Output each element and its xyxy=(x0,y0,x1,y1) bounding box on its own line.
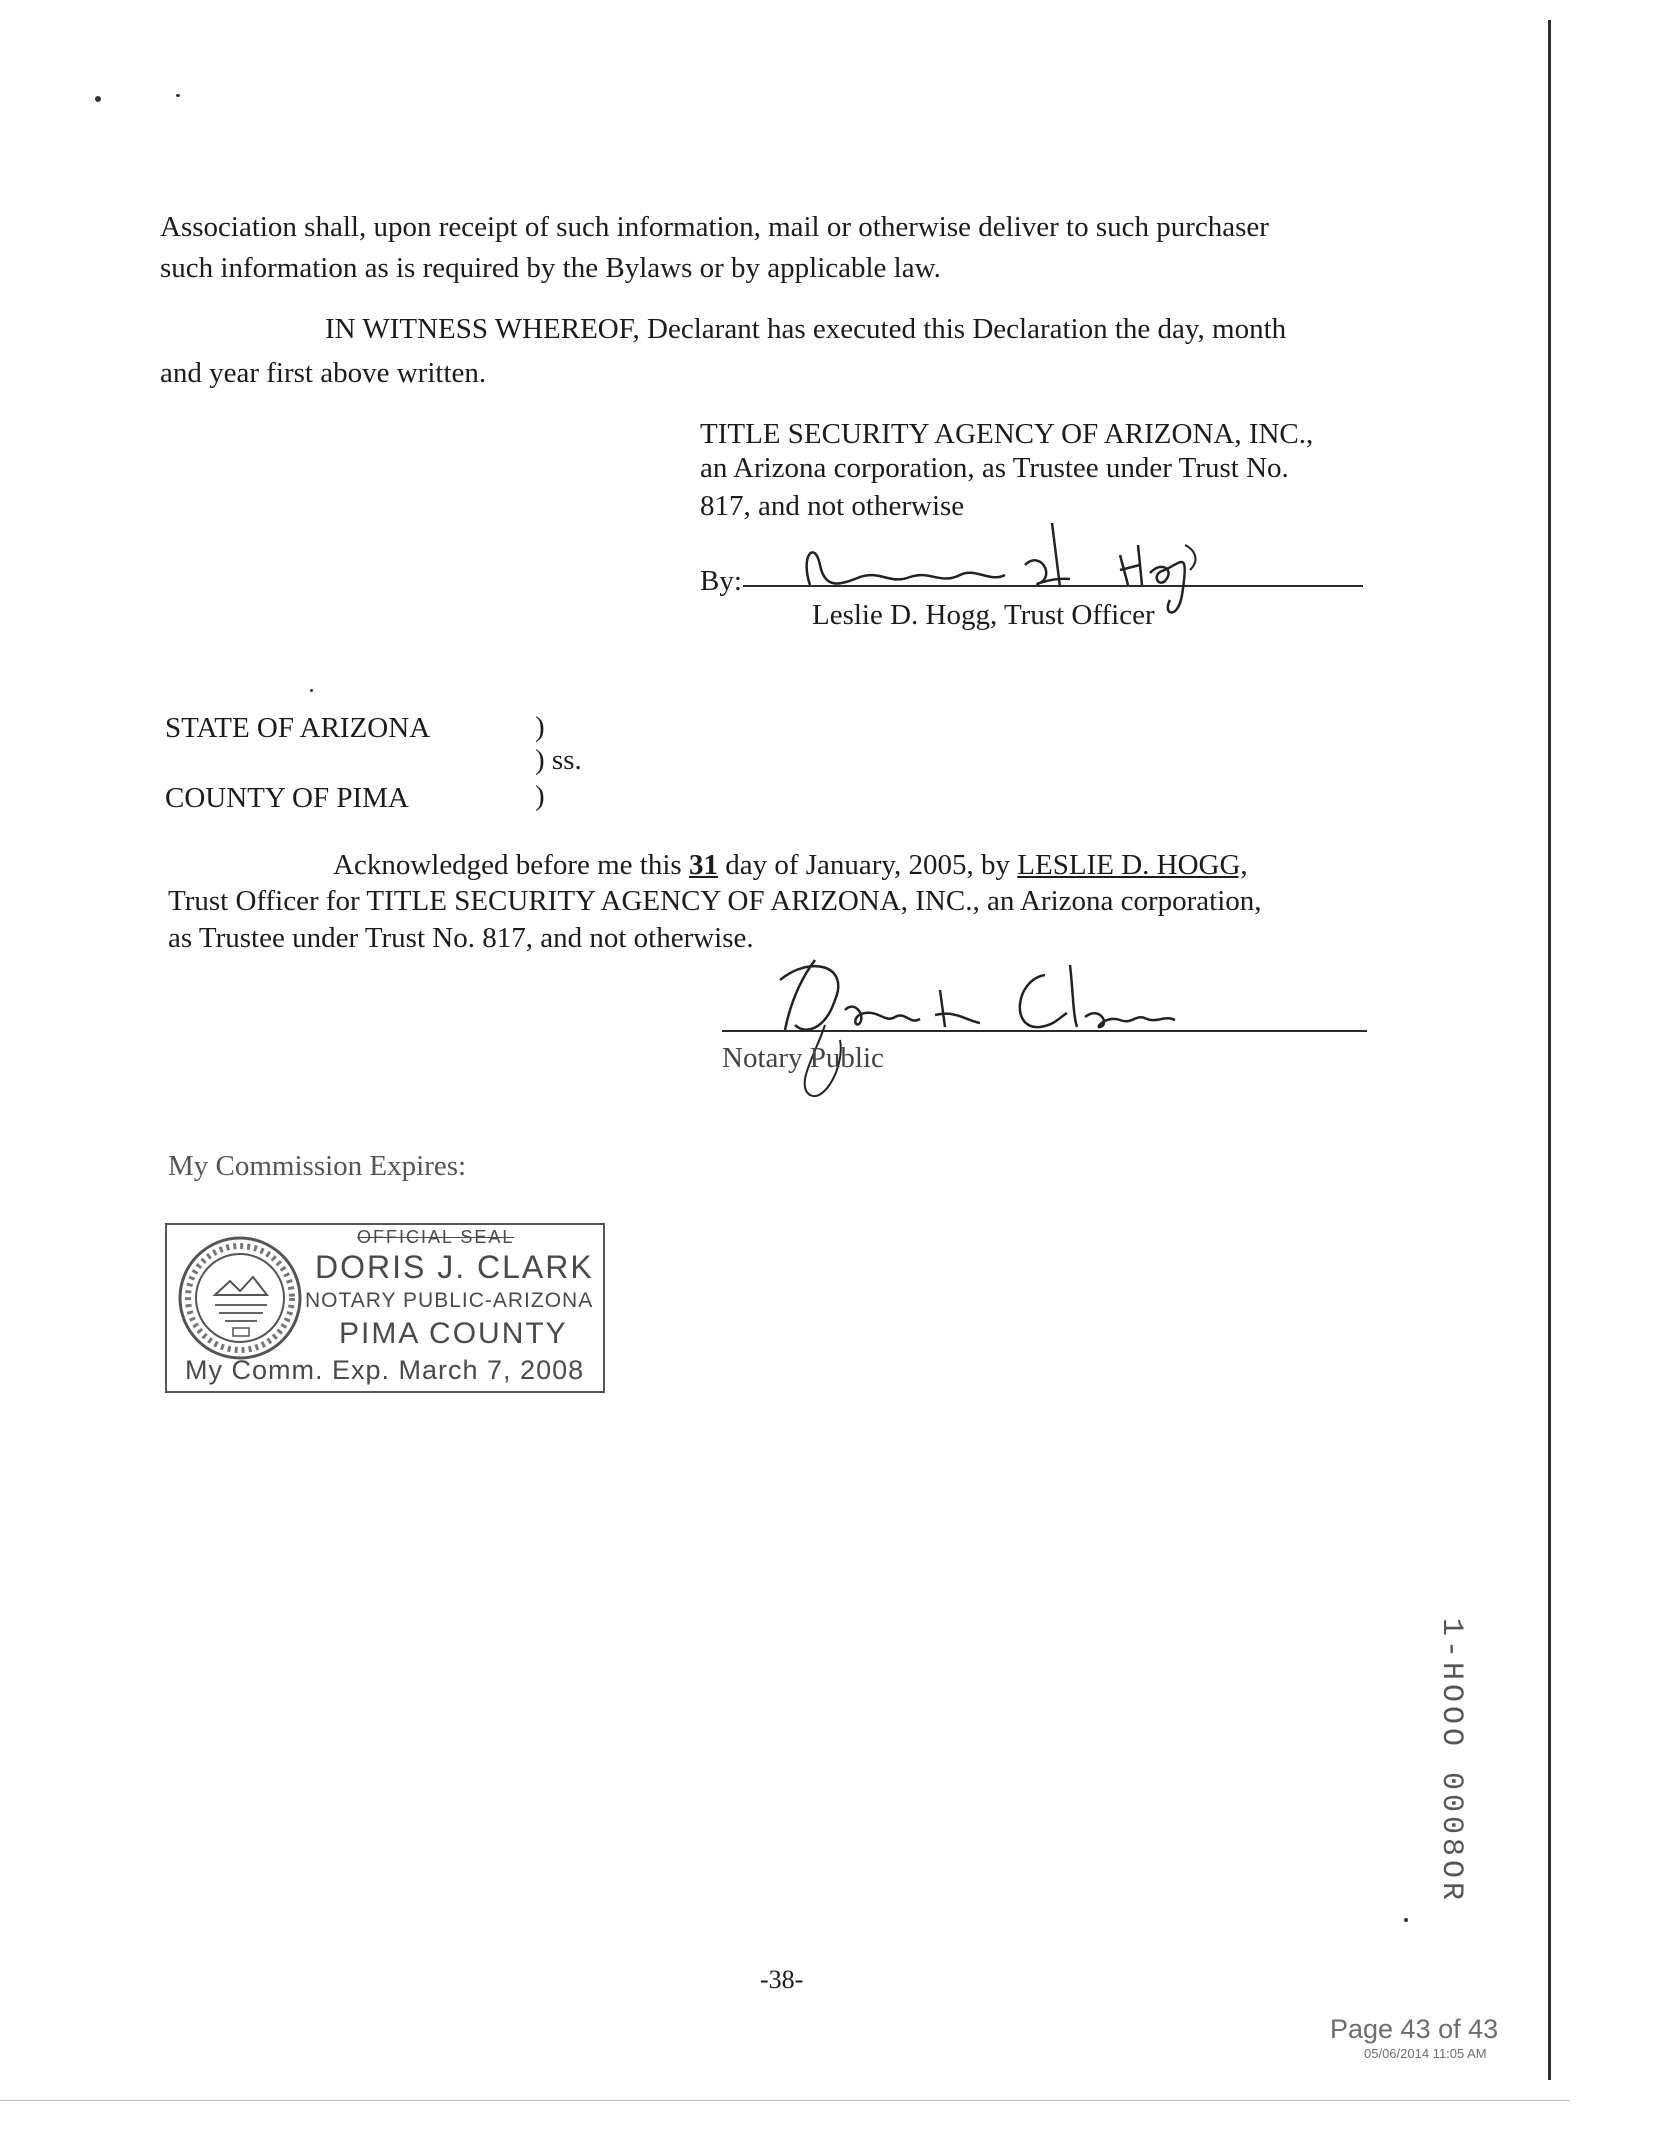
acknowledgment-line: Trust Officer for TITLE SECURITY AGENCY OF ARIZONA, INC., an Arizona corporation, xyxy=(168,885,1262,917)
venue-county: COUNTY OF PIMA xyxy=(165,782,409,814)
notary-seal-stamp xyxy=(165,1223,605,1393)
arizona-state-seal-icon xyxy=(175,1233,305,1363)
recording-number-stamp: 1-HOOO 0008OR xyxy=(1434,1618,1468,1905)
company-name: TITLE SECURITY AGENCY OF ARIZONA, INC., xyxy=(700,418,1314,450)
venue-state: STATE OF ARIZONA xyxy=(165,712,431,744)
venue-paren: ) xyxy=(535,780,545,812)
notary-public-label: Notary Public xyxy=(722,1042,884,1074)
acknowledgment-line: as Trustee under Trust No. 817, and not otherwise. xyxy=(168,922,754,954)
body-text-line: IN WITNESS WHEREOF, Declarant has executed this Declaration the day, month xyxy=(325,313,1287,345)
ack-name: LESLIE D. HOGG, xyxy=(1017,849,1248,881)
body-text-line: such information as is required by the Bylaws or by applicable law. xyxy=(160,252,941,284)
body-text-line: and year first above written. xyxy=(160,357,487,389)
scan-speck xyxy=(1404,1918,1408,1922)
by-label: By: xyxy=(700,565,742,597)
bottom-page-edge xyxy=(0,2100,1570,2101)
scan-speck xyxy=(310,689,313,692)
handwritten-signature-clark xyxy=(755,945,1275,1105)
right-page-edge xyxy=(1548,20,1551,2080)
commission-expires-label: My Commission Expires: xyxy=(168,1150,467,1182)
body-text-line: Association shall, upon receipt of such information, mail or otherwise deliver to such purchaser xyxy=(160,211,1269,243)
acknowledgment-line xyxy=(333,847,1248,883)
venue-ss: ) ss. xyxy=(535,744,582,776)
company-description: an Arizona corporation, as Trustee under Trust No. xyxy=(700,452,1289,484)
signer-name: Leslie D. Hogg, Trust Officer xyxy=(812,599,1155,631)
seal-title: OFFICIAL SEAL xyxy=(357,1227,515,1247)
seal-expiration: My Comm. Exp. March 7, 2008 xyxy=(185,1355,585,1385)
seal-notary-role: NOTARY PUBLIC-ARIZONA xyxy=(305,1289,594,1312)
page-count-footer: Page 43 of 43 xyxy=(1330,2014,1499,2044)
scan-speck xyxy=(176,94,180,97)
ack-prefix: Acknowledged before me this xyxy=(333,849,682,881)
ack-mid: day of January, 2005, by xyxy=(725,849,1011,881)
company-description: 817, and not otherwise xyxy=(700,490,965,522)
page-number: -38- xyxy=(760,1965,804,1994)
footer-timestamp: 05/06/2014 11:05 AM xyxy=(1364,2046,1487,2061)
seal-county: PIMA COUNTY xyxy=(339,1317,568,1350)
ack-day: 31 xyxy=(688,849,718,881)
scan-speck xyxy=(95,96,101,102)
venue-paren: ) xyxy=(535,711,545,743)
seal-notary-name: DORIS J. CLARK xyxy=(315,1249,594,1285)
